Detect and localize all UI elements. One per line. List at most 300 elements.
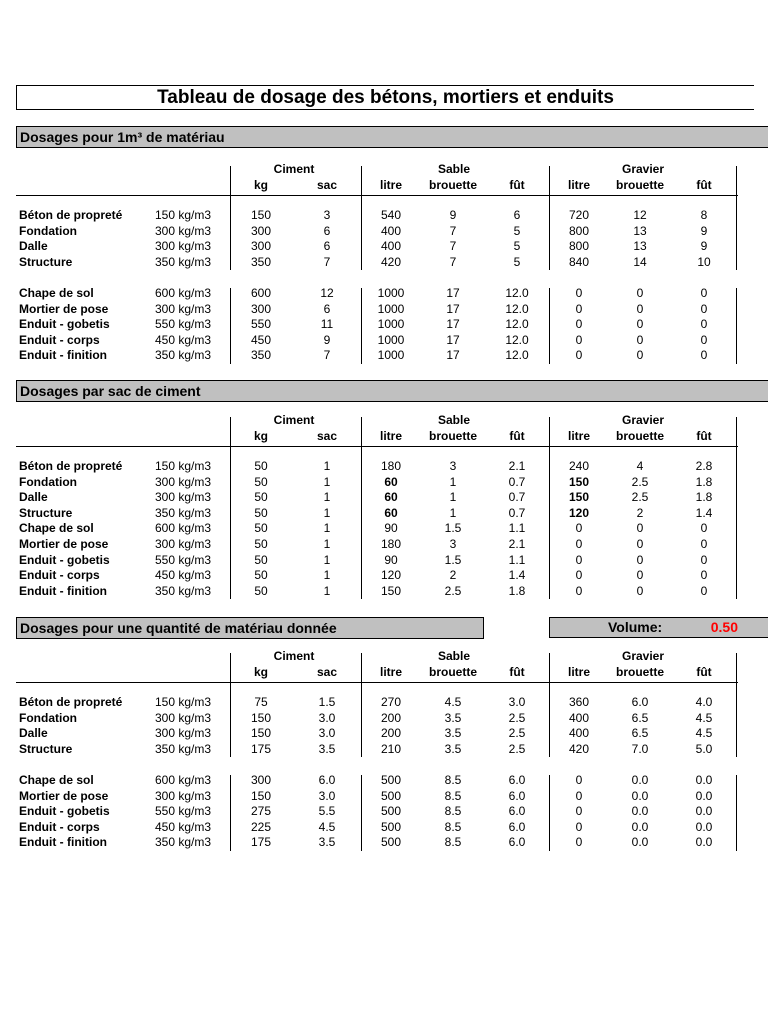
row-dose: 300 kg/m3 <box>155 537 212 551</box>
cell-sac: 1 <box>323 474 331 489</box>
column-separator <box>361 166 362 270</box>
cell-s_litre: 180 <box>380 459 402 473</box>
cell-kg: 50 <box>254 459 268 473</box>
cell-s_fut: 2.1 <box>508 459 526 473</box>
row-dose: 600 kg/m3 <box>155 286 212 300</box>
column-separator <box>230 653 231 757</box>
row-name: Béton de propreté <box>19 208 123 222</box>
cell-g_litre: 0 <box>575 537 583 551</box>
group-header-gravier: Gravier <box>621 413 665 427</box>
cell-s_brouette: 17 <box>446 348 460 363</box>
row-name: Enduit - corps <box>19 568 100 583</box>
cell-s_fut: 5 <box>513 223 521 238</box>
cell-s_litre: 210 <box>380 741 402 756</box>
cell-kg: 300 <box>250 301 272 316</box>
cell-kg: 300 <box>250 239 272 254</box>
cell-s_litre: 60 <box>384 505 398 520</box>
group-header-gravier: Gravier <box>621 649 665 663</box>
cell-s_brouette: 8.5 <box>444 819 462 834</box>
cell-g_fut: 4.0 <box>695 695 713 709</box>
cell-kg: 50 <box>254 568 268 583</box>
cell-s_litre: 1000 <box>377 348 405 363</box>
cell-g_litre: 0 <box>575 788 583 803</box>
cell-s_brouette: 1 <box>449 505 457 520</box>
column-separator <box>549 417 550 599</box>
cell-g_brouette: 0 <box>636 348 644 363</box>
cell-g_fut: 1.8 <box>695 474 713 489</box>
cell-kg: 50 <box>254 583 268 598</box>
section-title-per-bag: Dosages par sac de ciment <box>16 380 768 402</box>
cell-g_brouette: 13 <box>633 239 647 254</box>
group-header-ciment: Ciment <box>273 162 315 176</box>
volume-label: Volume: <box>608 619 663 635</box>
cell-g_fut: 0 <box>700 552 708 567</box>
cell-g_fut: 2.8 <box>695 459 713 473</box>
cell-s_litre: 200 <box>380 726 402 741</box>
cell-g_fut: 0 <box>700 286 708 300</box>
cell-g_litre: 0 <box>575 317 583 332</box>
column-separator <box>736 775 737 851</box>
cell-s_litre: 90 <box>384 521 398 536</box>
cell-s_fut: 2.5 <box>508 741 526 756</box>
column-header-s_brouette: brouette <box>429 429 477 443</box>
column-header-s_fut: fût <box>509 178 525 192</box>
cell-g_litre: 0 <box>575 773 583 787</box>
cell-s_fut: 0.7 <box>508 474 526 489</box>
page-title: Tableau de dosage des bétons, mortiers et enduits <box>16 85 754 110</box>
cell-g_fut: 0 <box>700 317 708 332</box>
cell-g_brouette: 6.5 <box>631 726 649 741</box>
cell-g_fut: 4.5 <box>695 710 713 725</box>
cell-g_brouette: 2.5 <box>631 490 649 505</box>
cell-s_brouette: 3 <box>449 459 457 473</box>
cell-s_litre: 90 <box>384 552 398 567</box>
column-header-g_fut: fût <box>696 178 712 192</box>
cell-kg: 50 <box>254 474 268 489</box>
column-separator <box>736 288 737 364</box>
cell-s_litre: 500 <box>380 835 402 850</box>
cell-sac: 6 <box>323 223 331 238</box>
cell-sac: 1 <box>323 552 331 567</box>
row-dose: 450 kg/m3 <box>155 568 212 583</box>
cell-s_brouette: 4.5 <box>444 695 462 709</box>
cell-g_litre: 420 <box>568 741 590 756</box>
row-dose: 350 kg/m3 <box>155 583 212 598</box>
cell-s_fut: 1.1 <box>508 552 526 567</box>
cell-s_brouette: 8.5 <box>444 773 462 787</box>
cell-sac: 6 <box>323 301 331 316</box>
cell-g_fut: 0 <box>700 332 708 347</box>
cell-g_brouette: 0.0 <box>631 835 649 850</box>
cell-g_brouette: 6.5 <box>631 710 649 725</box>
cell-s_brouette: 7 <box>449 223 457 238</box>
cell-g_litre: 800 <box>568 223 590 238</box>
column-header-sac: sac <box>316 178 338 192</box>
cell-g_litre: 0 <box>575 286 583 300</box>
column-header-s_fut: fût <box>509 665 525 679</box>
cell-s_litre: 60 <box>384 474 398 489</box>
cell-g_fut: 0.0 <box>695 804 713 819</box>
column-header-g_brouette: brouette <box>616 665 664 679</box>
cell-sac: 4.5 <box>318 819 336 834</box>
cell-kg: 300 <box>250 223 272 238</box>
cell-sac: 3.5 <box>318 741 336 756</box>
row-name: Structure <box>19 505 73 520</box>
column-separator <box>549 166 550 270</box>
row-name: Enduit - gobetis <box>19 552 110 567</box>
cell-g_litre: 360 <box>568 695 590 709</box>
cell-kg: 550 <box>250 317 272 332</box>
cell-g_fut: 10 <box>697 254 711 269</box>
volume-value[interactable]: 0.50 <box>710 619 738 635</box>
cell-s_fut: 3.0 <box>508 695 526 709</box>
cell-g_brouette: 0 <box>636 568 644 583</box>
cell-g_brouette: 4 <box>636 459 644 473</box>
column-header-g_fut: fût <box>696 429 712 443</box>
cell-sac: 3.0 <box>318 726 336 741</box>
cell-s_fut: 5 <box>513 239 521 254</box>
cell-kg: 175 <box>250 741 272 756</box>
column-header-kg: kg <box>253 665 269 679</box>
cell-s_fut: 12.0 <box>505 301 529 316</box>
row-name: Enduit - finition <box>19 348 107 363</box>
cell-g_brouette: 2 <box>636 505 644 520</box>
cell-g_litre: 120 <box>568 505 590 520</box>
cell-g_fut: 0.0 <box>695 773 713 787</box>
column-header-sac: sac <box>316 429 338 443</box>
column-separator <box>736 417 737 599</box>
cell-kg: 350 <box>250 348 272 363</box>
row-name: Structure <box>19 741 73 756</box>
cell-sac: 1 <box>323 537 331 551</box>
cell-s_litre: 270 <box>380 695 402 709</box>
row-dose: 300 kg/m3 <box>155 490 212 505</box>
column-separator <box>361 775 362 851</box>
cell-s_brouette: 7 <box>449 239 457 254</box>
column-header-s_litre: litre <box>379 665 403 679</box>
cell-g_brouette: 0 <box>636 286 644 300</box>
cell-g_brouette: 13 <box>633 223 647 238</box>
row-dose: 550 kg/m3 <box>155 317 212 332</box>
column-separator <box>549 775 550 851</box>
cell-s_brouette: 3 <box>449 537 457 551</box>
row-dose: 350 kg/m3 <box>155 741 212 756</box>
row-dose: 150 kg/m3 <box>155 459 212 473</box>
column-header-s_fut: fût <box>509 429 525 443</box>
cell-s_fut: 1.1 <box>508 521 526 536</box>
cell-g_brouette: 0 <box>636 537 644 551</box>
cell-g_litre: 0 <box>575 301 583 316</box>
cell-s_brouette: 8.5 <box>444 835 462 850</box>
cell-g_brouette: 0 <box>636 583 644 598</box>
cell-s_brouette: 17 <box>446 332 460 347</box>
cell-g_litre: 840 <box>568 254 590 269</box>
cell-g_fut: 1.8 <box>695 490 713 505</box>
cell-s_litre: 1000 <box>377 317 405 332</box>
row-dose: 300 kg/m3 <box>155 726 212 741</box>
cell-g_litre: 150 <box>568 474 590 489</box>
row-name: Enduit - corps <box>19 332 100 347</box>
volume-box <box>549 617 768 638</box>
cell-kg: 350 <box>250 254 272 269</box>
cell-g_litre: 0 <box>575 819 583 834</box>
cell-sac: 3 <box>323 208 331 222</box>
cell-sac: 1 <box>323 568 331 583</box>
cell-s_brouette: 17 <box>446 301 460 316</box>
cell-g_brouette: 0 <box>636 332 644 347</box>
column-header-g_litre: litre <box>567 178 591 192</box>
cell-kg: 75 <box>254 695 268 709</box>
cell-s_brouette: 9 <box>449 208 457 222</box>
row-dose: 350 kg/m3 <box>155 348 212 363</box>
column-header-s_brouette: brouette <box>429 665 477 679</box>
cell-g_fut: 0.0 <box>695 788 713 803</box>
row-name: Chape de sol <box>19 286 94 300</box>
cell-sac: 5.5 <box>318 804 336 819</box>
cell-s_litre: 500 <box>380 788 402 803</box>
cell-s_fut: 2.5 <box>508 710 526 725</box>
cell-g_litre: 0 <box>575 583 583 598</box>
section-title-per-m3: Dosages pour 1m³ de matériau <box>16 126 768 148</box>
cell-sac: 1 <box>323 459 331 473</box>
cell-g_fut: 0 <box>700 568 708 583</box>
cell-kg: 225 <box>250 819 272 834</box>
cell-g_fut: 4.5 <box>695 726 713 741</box>
cell-g_litre: 0 <box>575 332 583 347</box>
cell-s_brouette: 7 <box>449 254 457 269</box>
cell-s_brouette: 1.5 <box>444 521 462 536</box>
cell-g_brouette: 12 <box>633 208 647 222</box>
cell-g_litre: 0 <box>575 552 583 567</box>
cell-s_fut: 12.0 <box>505 317 529 332</box>
column-separator <box>230 775 231 851</box>
row-dose: 550 kg/m3 <box>155 552 212 567</box>
column-separator <box>361 653 362 757</box>
row-dose: 150 kg/m3 <box>155 208 212 222</box>
cell-s_brouette: 3.5 <box>444 710 462 725</box>
cell-kg: 450 <box>250 332 272 347</box>
row-name: Enduit - finition <box>19 835 107 850</box>
cell-sac: 1 <box>323 505 331 520</box>
cell-g_brouette: 2.5 <box>631 474 649 489</box>
cell-sac: 3.5 <box>318 835 336 850</box>
cell-kg: 150 <box>250 208 272 222</box>
column-separator <box>736 166 737 270</box>
cell-s_brouette: 17 <box>446 286 460 300</box>
row-name: Enduit - finition <box>19 583 107 598</box>
cell-g_brouette: 0.0 <box>631 819 649 834</box>
cell-s_brouette: 1.5 <box>444 552 462 567</box>
cell-s_fut: 6.0 <box>508 804 526 819</box>
cell-g_brouette: 0.0 <box>631 788 649 803</box>
cell-g_litre: 400 <box>568 726 590 741</box>
cell-g_fut: 9 <box>700 223 708 238</box>
row-dose: 300 kg/m3 <box>155 788 212 803</box>
cell-s_fut: 6.0 <box>508 773 526 787</box>
cell-s_fut: 12.0 <box>505 286 529 300</box>
cell-s_litre: 200 <box>380 710 402 725</box>
column-header-g_brouette: brouette <box>616 178 664 192</box>
cell-s_brouette: 1 <box>449 474 457 489</box>
row-dose: 350 kg/m3 <box>155 505 212 520</box>
cell-sac: 3.0 <box>318 788 336 803</box>
cell-kg: 275 <box>250 804 272 819</box>
cell-g_litre: 0 <box>575 804 583 819</box>
row-name: Mortier de pose <box>19 301 109 316</box>
cell-g_fut: 5.0 <box>695 741 713 756</box>
cell-g_brouette: 0 <box>636 301 644 316</box>
cell-s_fut: 1.8 <box>508 583 526 598</box>
group-header-sable: Sable <box>437 162 471 176</box>
cell-g_litre: 0 <box>575 835 583 850</box>
cell-s_fut: 6.0 <box>508 835 526 850</box>
column-separator <box>736 653 737 757</box>
column-header-kg: kg <box>253 429 269 443</box>
row-dose: 600 kg/m3 <box>155 521 212 536</box>
row-dose: 350 kg/m3 <box>155 835 212 850</box>
cell-g_litre: 720 <box>568 208 590 222</box>
cell-kg: 600 <box>250 286 272 300</box>
header-divider <box>16 682 738 683</box>
cell-s_brouette: 1 <box>449 490 457 505</box>
cell-s_brouette: 2 <box>449 568 457 583</box>
cell-s_fut: 6.0 <box>508 819 526 834</box>
cell-sac: 1 <box>323 521 331 536</box>
column-header-g_brouette: brouette <box>616 429 664 443</box>
row-dose: 600 kg/m3 <box>155 773 212 787</box>
cell-sac: 7 <box>323 254 331 269</box>
row-name: Béton de propreté <box>19 459 123 473</box>
cell-s_litre: 180 <box>380 537 402 551</box>
cell-kg: 50 <box>254 552 268 567</box>
column-separator <box>361 288 362 364</box>
column-header-g_fut: fût <box>696 665 712 679</box>
row-name: Mortier de pose <box>19 788 109 803</box>
cell-g_fut: 1.4 <box>695 505 713 520</box>
cell-s_litre: 1000 <box>377 301 405 316</box>
column-header-sac: sac <box>316 665 338 679</box>
cell-s_litre: 540 <box>380 208 402 222</box>
section-title-given-quantity: Dosages pour une quantité de matériau donnée <box>16 617 484 639</box>
cell-sac: 1.5 <box>318 695 336 709</box>
cell-g_fut: 0 <box>700 521 708 536</box>
cell-s_fut: 0.7 <box>508 490 526 505</box>
cell-g_brouette: 0 <box>636 521 644 536</box>
row-dose: 300 kg/m3 <box>155 301 212 316</box>
row-dose: 550 kg/m3 <box>155 804 212 819</box>
cell-g_fut: 0.0 <box>695 819 713 834</box>
cell-s_brouette: 8.5 <box>444 788 462 803</box>
cell-s_fut: 6.0 <box>508 788 526 803</box>
column-header-g_litre: litre <box>567 665 591 679</box>
cell-g_fut: 0 <box>700 348 708 363</box>
cell-g_fut: 0 <box>700 583 708 598</box>
row-name: Fondation <box>19 710 77 725</box>
cell-s_litre: 1000 <box>377 286 405 300</box>
cell-s_fut: 2.5 <box>508 726 526 741</box>
row-name: Enduit - gobetis <box>19 317 110 332</box>
cell-g_brouette: 0 <box>636 317 644 332</box>
group-header-ciment: Ciment <box>273 413 315 427</box>
cell-g_fut: 0 <box>700 301 708 316</box>
cell-kg: 150 <box>250 726 272 741</box>
cell-sac: 12 <box>320 286 334 300</box>
row-name: Chape de sol <box>19 773 94 787</box>
cell-s_brouette: 2.5 <box>444 583 462 598</box>
column-separator <box>230 417 231 599</box>
cell-s_litre: 400 <box>380 223 402 238</box>
cell-kg: 150 <box>250 710 272 725</box>
row-name: Structure <box>19 254 73 269</box>
cell-kg: 50 <box>254 505 268 520</box>
cell-g_litre: 0 <box>575 521 583 536</box>
row-name: Dalle <box>19 726 48 741</box>
column-separator <box>549 653 550 757</box>
cell-s_fut: 6 <box>513 208 521 222</box>
cell-sac: 3.0 <box>318 710 336 725</box>
cell-s_brouette: 3.5 <box>444 726 462 741</box>
row-dose: 450 kg/m3 <box>155 819 212 834</box>
cell-g_litre: 0 <box>575 568 583 583</box>
row-name: Enduit - gobetis <box>19 804 110 819</box>
cell-kg: 175 <box>250 835 272 850</box>
cell-s_litre: 420 <box>380 254 402 269</box>
column-header-g_litre: litre <box>567 429 591 443</box>
cell-g_fut: 8 <box>700 208 708 222</box>
cell-s_fut: 12.0 <box>505 332 529 347</box>
row-name: Dalle <box>19 490 48 505</box>
row-name: Béton de propreté <box>19 695 123 709</box>
cell-s_fut: 0.7 <box>508 505 526 520</box>
group-header-gravier: Gravier <box>621 162 665 176</box>
row-dose: 450 kg/m3 <box>155 332 212 347</box>
cell-sac: 7 <box>323 348 331 363</box>
cell-s_fut: 5 <box>513 254 521 269</box>
cell-g_fut: 9 <box>700 239 708 254</box>
cell-s_fut: 2.1 <box>508 537 526 551</box>
column-separator <box>230 288 231 364</box>
cell-sac: 1 <box>323 583 331 598</box>
cell-s_litre: 500 <box>380 773 402 787</box>
row-name: Enduit - corps <box>19 819 100 834</box>
cell-kg: 50 <box>254 490 268 505</box>
column-separator <box>361 417 362 599</box>
cell-s_fut: 12.0 <box>505 348 529 363</box>
row-name: Chape de sol <box>19 521 94 536</box>
cell-g_litre: 240 <box>568 459 590 473</box>
header-divider <box>16 195 738 196</box>
column-header-s_litre: litre <box>379 429 403 443</box>
cell-s_brouette: 8.5 <box>444 804 462 819</box>
cell-g_litre: 150 <box>568 490 590 505</box>
cell-kg: 50 <box>254 537 268 551</box>
cell-s_brouette: 3.5 <box>444 741 462 756</box>
row-name: Fondation <box>19 474 77 489</box>
cell-g_litre: 800 <box>568 239 590 254</box>
cell-s_litre: 400 <box>380 239 402 254</box>
column-separator <box>230 166 231 270</box>
cell-g_litre: 400 <box>568 710 590 725</box>
cell-sac: 11 <box>320 317 334 332</box>
cell-sac: 6 <box>323 239 331 254</box>
column-header-s_litre: litre <box>379 178 403 192</box>
cell-kg: 150 <box>250 788 272 803</box>
group-header-sable: Sable <box>437 413 471 427</box>
group-header-ciment: Ciment <box>273 649 315 663</box>
header-divider <box>16 446 738 447</box>
row-name: Mortier de pose <box>19 537 109 551</box>
cell-s_fut: 1.4 <box>508 568 526 583</box>
